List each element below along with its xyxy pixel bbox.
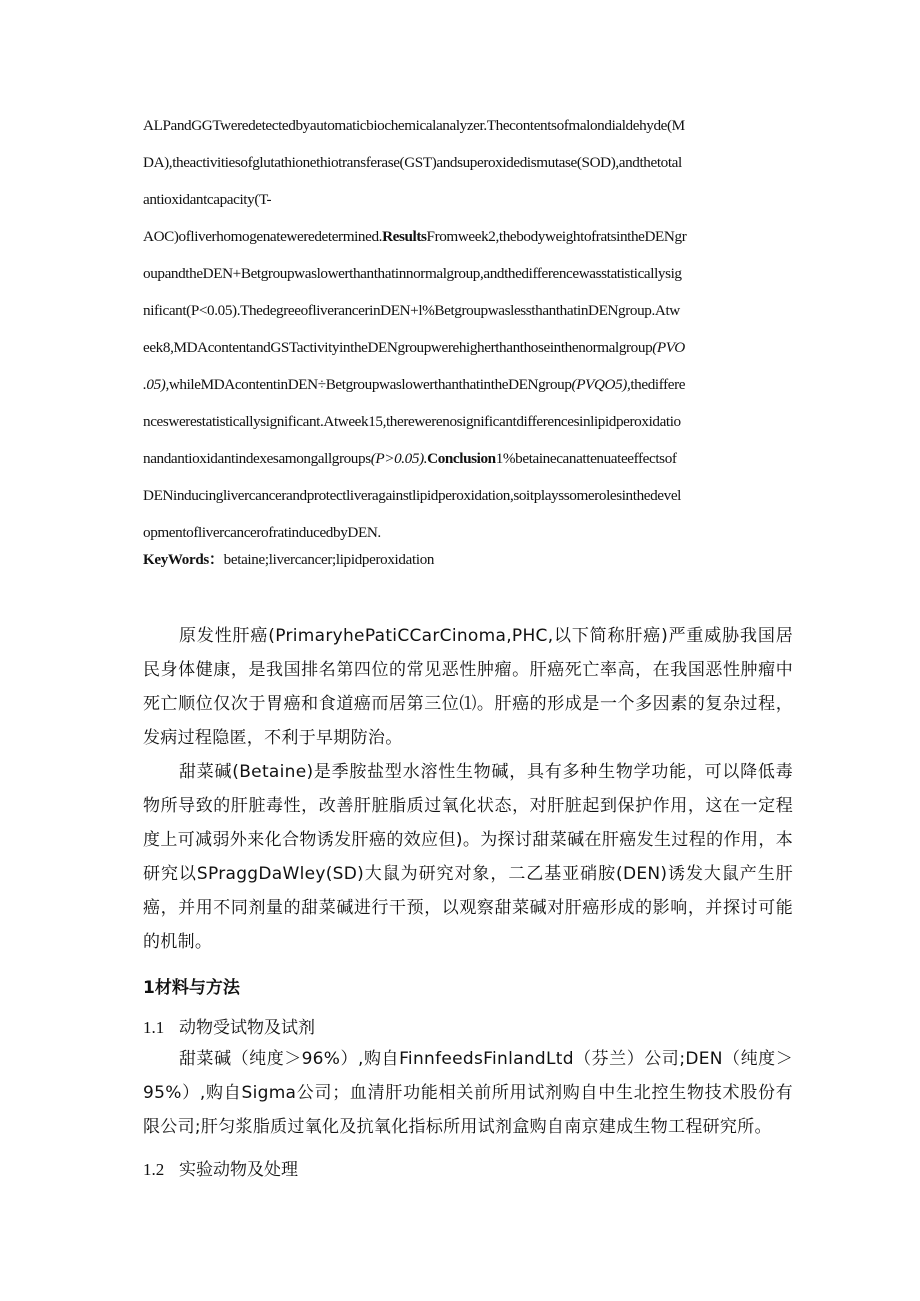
introduction (143, 619, 793, 959)
abstract-text: whileMDAcontentinDEN÷BetgroupwaslowerthanthatintheDENgroup (168, 376, 572, 393)
intro-paragraph-2: 甜菜碱(Betaine)是季胺盐型水溶性生物碱，具有多种生物学功能，可以降低毒物所导致的肝脏毒性，改善肝脏脂质过氧化状态，对肝脏起到保护作用，这在一定程度上可减弱外来化合物诱发肝癌的效应但)。为探讨甜菜碱在肝癌发生过程的作用，本研究以SPraggDaWley(SD)大鼠为研究对象，二乙基亚硝胺(DEN)诱发大鼠产生肝癌，并用不同剂量的甜菜碱进行干预，以观察甜菜碱对肝癌形成的影响，并探讨可能的机制。 (143, 762, 793, 952)
subsection-number: 1.2 (143, 1160, 165, 1179)
abstract-line: oupandtheDEN+Betgroupwaslowerthanthatinnormalgroup,andthedifferencewasstatisticallysig (143, 265, 682, 282)
subsection-title: 动物受试物及试剂 (179, 1018, 315, 1038)
abstract-line (143, 329, 793, 366)
p-value-italic: .05), (143, 376, 169, 393)
abstract-line: antioxidantcapacity(T- (143, 191, 272, 208)
subsection-number: 1.1 (143, 1018, 165, 1037)
abstract-text: nandantioxidantindexesamongallgroups (143, 450, 371, 467)
english-abstract (143, 107, 793, 551)
intro-paragraph-1: 原发性肝癌(PrimaryhePatiCCarCinoma,PHC,以下简称肝癌)严重威胁我国居民身体健康，是我国排名第四位的常见恶性肿瘤。肝癌死亡率高，在我国恶性肿瘤中死亡顺位仅次于胃癌和食道癌而居第三位⑴。肝癌的形成是一个多因素的复杂过程，发病过程隐匿，不利于早期防治。 (143, 626, 793, 748)
abstract-text: AOC)ofliverhomogenateweredetermined. (143, 228, 383, 245)
keywords-text: betaine;livercancer;lipidperoxidation (223, 552, 435, 568)
abstract-text: 1%betainecanattenuateeffectsof (495, 450, 677, 467)
abstract-line: ALPandGGTweredetectedbyautomaticbiochemicalanalyzer.Thecontentsofmalondialdehyde(M (143, 117, 685, 134)
abstract-text: eek8,MDAcontentandGSTactivityintheDENgroupwerehigherthanthoseinthenormalgroup (143, 339, 653, 356)
p-value-italic: (PVQO5), (571, 376, 631, 393)
abstract-line: nceswerestatisticallysignificant.Atweek15,therewerenosignificantdifferencesinlipidperoxidatio (143, 413, 681, 430)
abstract-line: DA),theactivitiesofglutathionethiotransferase(GST)andsuperoxidedismutase(SOD),andthetotal (143, 154, 682, 171)
subsection-title: 实验动物及处理 (179, 1160, 298, 1180)
subsection-heading-1-2 (143, 1155, 298, 1180)
p-value-italic: (P>0.05). (370, 450, 428, 467)
abstract-text: Fromweek2,thebodyweightofratsintheDENgr (426, 228, 687, 245)
abstract-line (143, 218, 793, 255)
body-paragraph: 甜菜碱（纯度＞96%）,购自FinnfeedsFinlandLtd（芬兰）公司;DEN（纯度＞95%）,购自Sigma公司；血清肝功能相关前所用试剂购自中生北控生物技术股份有限公司;肝匀浆脂质过氧化及抗氧化指标所用试剂盒购自南京建成生物工程研究所。 (143, 1049, 793, 1137)
abstract-line: opmentoflivercancerofratinducedbyDEN. (143, 524, 381, 541)
section-1-1-body (143, 1042, 793, 1144)
subsection-heading-1-1 (143, 1013, 315, 1038)
abstract-line: nificant(P<0.05).ThedegreeofliverancerinDEN+l%BetgroupwaslessthanthatinDENgroup.Atw (143, 302, 680, 319)
p-value-italic: (PVO (652, 339, 685, 356)
abstract-text: thediffere (630, 376, 686, 393)
section-heading-1: 1材料与方法 (143, 978, 240, 998)
abstract-line (143, 440, 793, 477)
abstract-line: DENinducinglivercancerandprotectliveragainstlipidperoxidation,soitplayssomerolesinthedevel (143, 487, 681, 504)
abstract-line (143, 366, 793, 403)
conclusion-heading: Conclusion (427, 450, 496, 467)
results-heading: Results (382, 228, 427, 245)
keywords-label: KeyWords： (143, 552, 224, 568)
keywords-line (143, 548, 434, 569)
